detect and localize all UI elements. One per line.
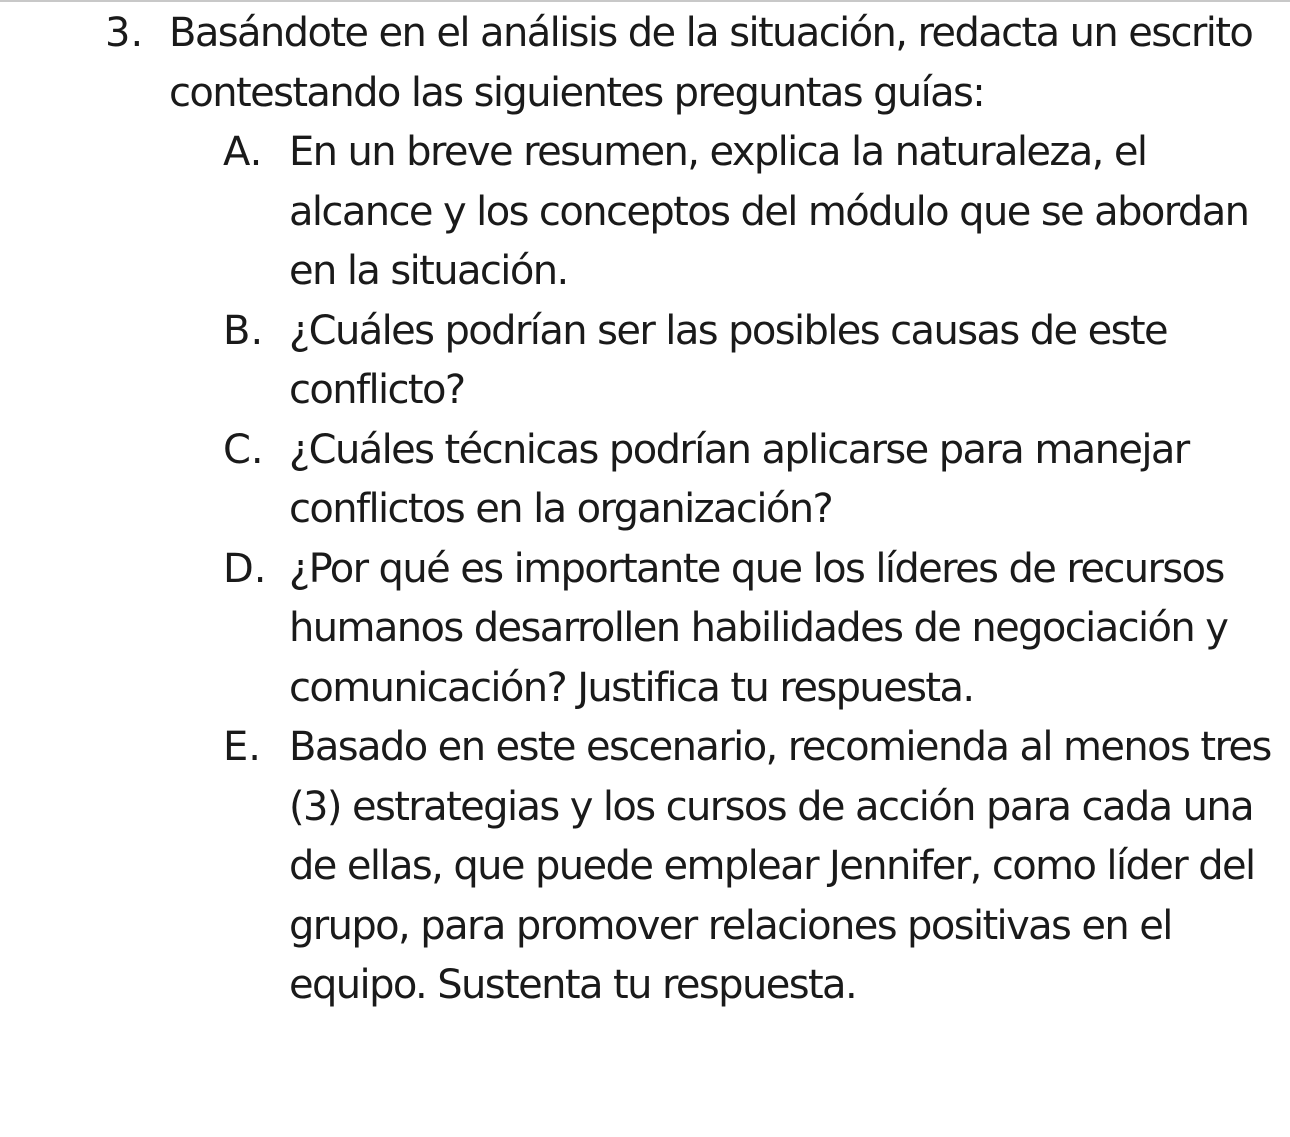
list-item xyxy=(223,123,1275,302)
item-text: Basado en este escenario, recomienda al menos tres (3) estrategias y los cursos de acción para cada una de ellas, que puede emplear Jennifer, como líder del grupo, para promover relaciones positivas en el equipo. Sustenta tu respuesta. xyxy=(289,724,1271,1008)
item-letter: B. xyxy=(223,307,264,354)
item-text: En un breve resumen, explica la naturaleza, el alcance y los conceptos del módulo que se abordan en la situación. xyxy=(289,129,1249,294)
question-number: 3. xyxy=(105,10,144,56)
item-letter: A. xyxy=(223,129,263,175)
item-text: ¿Por qué es importante que los líderes de recursos humanos desarrollen habilidades de negociación y comunicación? Justifica tu respuesta. xyxy=(289,545,1228,711)
item-letter: E. xyxy=(223,724,261,770)
item-letter: D. xyxy=(223,545,267,592)
item-text: ¿Cuáles técnicas podrían aplicarse para manejar conflictos en la organización? xyxy=(289,426,1189,532)
item-letter: C. xyxy=(223,426,264,473)
guide-questions-list xyxy=(223,123,1275,1016)
list-item xyxy=(223,718,1275,1016)
question-block xyxy=(105,4,1275,1016)
question-header xyxy=(105,4,1275,123)
list-item xyxy=(223,540,1275,719)
question-text: Basándote en el análisis de la situación, redacta un escrito contestando las siguientes preguntas guías: xyxy=(169,10,1253,116)
list-item xyxy=(223,302,1275,421)
item-text: ¿Cuáles podrían ser las posibles causas de este conflicto? xyxy=(289,307,1167,413)
top-divider xyxy=(0,0,1290,2)
list-item xyxy=(223,421,1275,540)
